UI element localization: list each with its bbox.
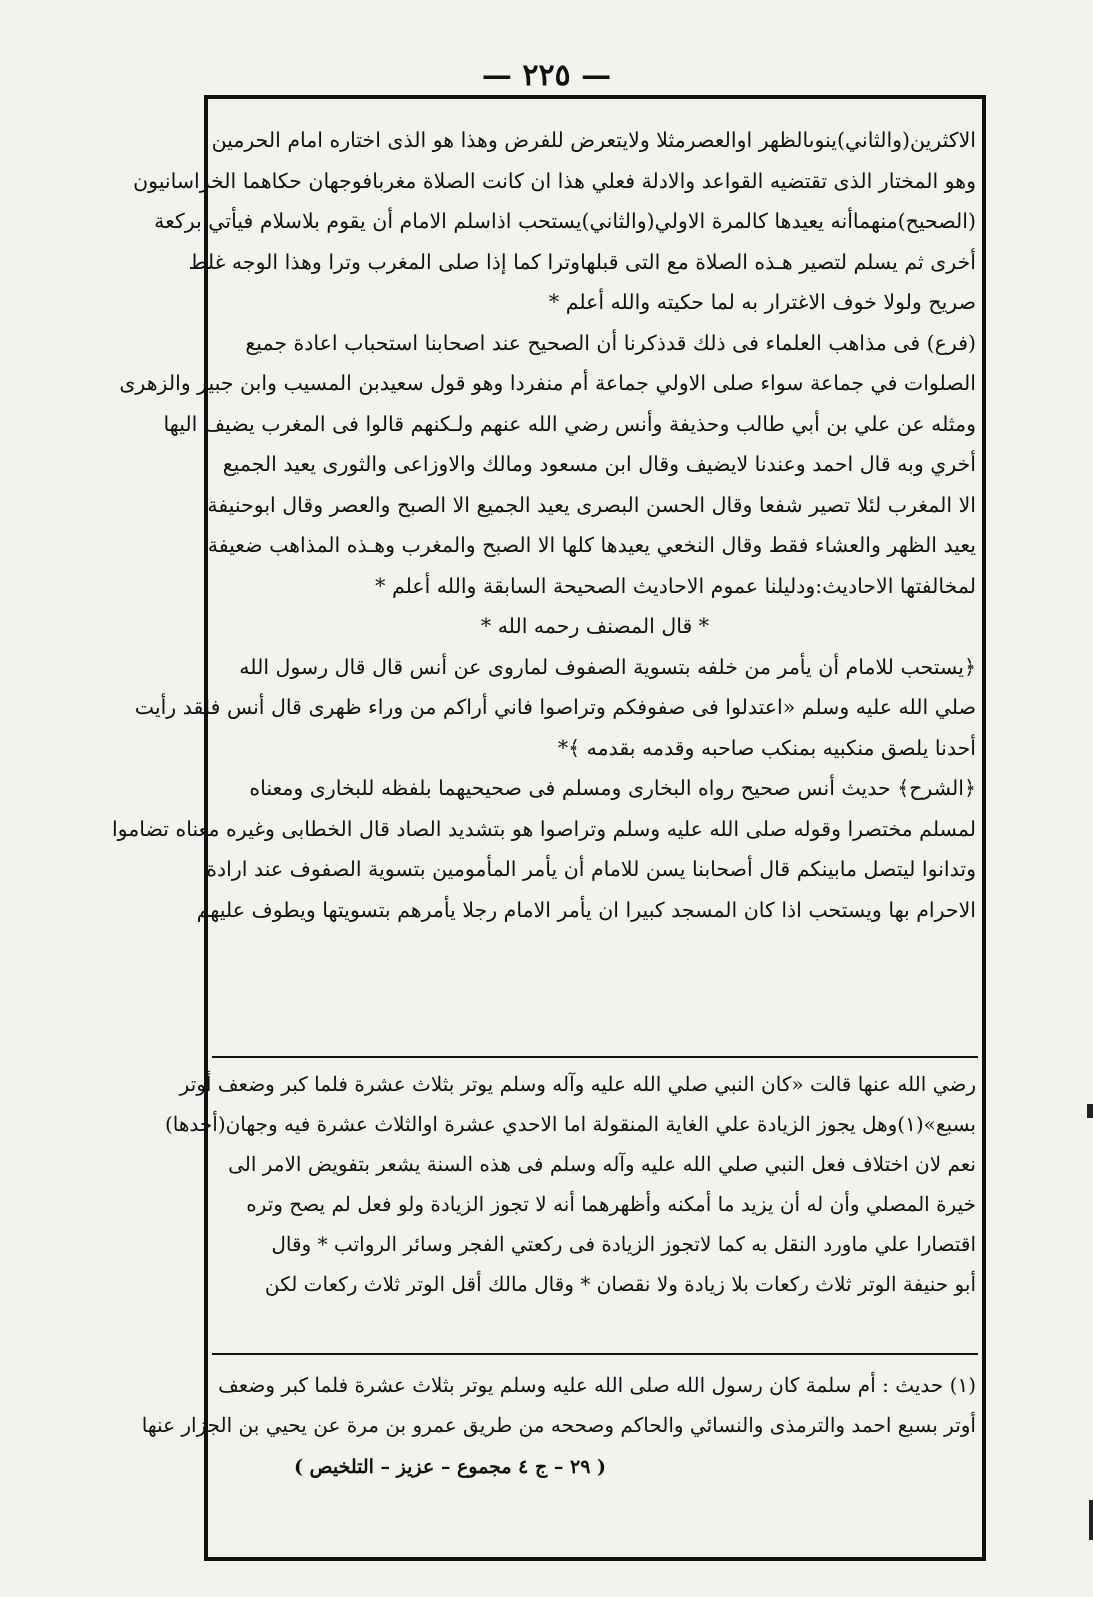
- edge-mark: [1087, 1104, 1093, 1118]
- main-text-line: لمخالفتها الاحاديث:ودليلنا عموم الاحاديث الصحيحة السابقة والله أعلم *: [375, 573, 976, 598]
- main-text-line: ومثله عن علي بن أبي طالب وحذيفة وأنس رضي الله عنهم ولـكنهم قالوا فى المغرب يضيف اليها: [163, 411, 976, 436]
- commentary-line: اقتصارا علي ماورد النقل به كما لاتجوز الزيادة فى ركعتي الفجر وسائر الرواتب * وقال: [271, 1232, 976, 1256]
- main-text-line: صلي الله عليه وسلم «اعتدلوا فى صفوفكم وتراصوا فاني أراكم من وراء ظهرى قال أنس فلقد رأيت: [134, 695, 976, 719]
- main-text-line: الا المغرب لئلا تصير شفعا وقال الحسن البصرى يعيد الجميع الا الصبح والعصر وقال ابوحنيفة: [207, 492, 976, 517]
- page-number: — ٢٢٥ —: [481, 58, 612, 93]
- footnote: [141, 1365, 976, 1445]
- main-text-line: ﴿يستحب للامام أن يأمر من خلفه بتسوية الصفوف لماروى عن أنس قال قال رسول الله: [239, 654, 976, 679]
- section-heading: * قال المصنف رحمه الله *: [480, 614, 710, 638]
- main-text-line: أحدنا يلصق منكبيه بمنكب صاحبه وقدمه بقدمه ﴾*: [557, 735, 976, 760]
- edge-mark: [1089, 1500, 1093, 1540]
- commentary-line: خيرة المصلي وأن له أن يزيد ما أمكنه وأظهرهما أنه لا تجوز الزيادة ولو فعل لم يصح وتره: [246, 1192, 976, 1216]
- main-text-line: الصلوات في جماعة سواء صلى الاولي جماعة أم منفردا وهو قول سعيدبن المسيب وابن جبير والزهرى: [119, 371, 976, 395]
- commentary-line: أبو حنيفة الوتر ثلاث ركعات بلا زيادة ولا نقصان * وقال مالك أقل الوتر ثلاث ركعات لكن: [264, 1272, 976, 1296]
- main-text-line: يعيد الظهر والعشاء فقط وقال النخعي يعيدها كلها الا الصبح والمغرب وهـذه المذاهب ضعيفة: [207, 533, 976, 557]
- main-text-line: صريح ولولا خوف الاغترار به لما حكيته والله أعلم *: [548, 290, 976, 314]
- margin-commentary: [164, 1064, 976, 1304]
- main-text-line: (الصحيح)منهماأنه يعيدها كالمرة الاولي(والثاني)يستحب اذاسلم الامام أن يقوم بلاسلام فيأتي بركعة: [154, 209, 976, 233]
- main-text-line: لمسلم مختصرا وقوله صلى الله عليه وسلم وتراصوا هو بتشديد الصاد قال الخطابى وغيره معناه تضاموا: [111, 816, 976, 841]
- commentary-line: بسبع»(١)وهل يجوز الزيادة علي الغاية المنقولة اما الاحدي عشرة اوالثلاث عشرة فيه وجهان(أحدها): [164, 1112, 976, 1136]
- commentary-line: رضي الله عنها قالت «كان النبي صلي الله عليه وآله وسلم يوتر بثلاث عشرة فلما كبر وضعف أوتر: [179, 1072, 976, 1096]
- main-text-line: وتدانوا ليتصل مابينكم قال أصحابنا يسن للامام أن يأمر المأمومين بتسوية الصفوف عند ارادة: [206, 857, 976, 881]
- main-text-line: أخرى ثم يسلم لتصير هـذه الصلاة مع التى قبلهاوترا كما إذا صلى المغرب وترا وهذا الوجه غلط: [188, 249, 976, 274]
- main-text-line: أخري وبه قال احمد وعندنا لايضيف وقال ابن مسعود ومالك والاوزاعى والثورى يعيد الجميع: [222, 452, 976, 476]
- footnote-line: (١) حديث : أم سلمة كان رسول الله صلى الله عليه وسلم يوتر بثلاث عشرة فلما كبر وضعف: [218, 1373, 976, 1397]
- main-text: [111, 120, 976, 930]
- main-text-line: وهو المختار الذى تقتضيه القواعد والادلة فعلي هذا ان كانت الصلاة مغربافوجهان حكاهما الخراسانيون: [133, 168, 976, 193]
- footnote-line: أوتر بسبع احمد والترمذى والنسائي والحاكم وصححه من طريق عمرو بن مرة عن يحيي بن الجزار عنها: [141, 1413, 976, 1437]
- commentary-line: نعم لان اختلاف فعل النبي صلي الله عليه وآله وسلم فى هذه السنة يشعر بتفويض الامر الى: [228, 1152, 976, 1176]
- main-text-line: (فرع) فى مذاهب العلماء فى ذلك قدذكرنا أن الصحيح عند اصحابنا استحباب اعادة جميع: [245, 330, 976, 355]
- main-text-line: ﴿الشرح﴾ حديث أنس صحيح رواه البخارى ومسلم فى صحيحيهما بلفظه للبخارى ومعناه: [249, 776, 976, 800]
- main-text-line: الاكثرين(والثاني)ينوىالظهر اوالعصرمثلا ولايتعرض للفرض وهذا هو الذى اختاره امام الحرمين: [211, 128, 976, 152]
- printer-signature: ( ٢٩ – ج ٤ مجموع – عزيز – التلخيص ): [293, 1456, 607, 1478]
- section-divider: [212, 1056, 978, 1058]
- main-text-line: الاحرام بها ويستحب اذا كان المسجد كبيرا ان يأمر الامام رجلا يأمرهم بتسويتها ويطوف عليهم: [196, 897, 976, 922]
- footnote-divider: [212, 1353, 978, 1355]
